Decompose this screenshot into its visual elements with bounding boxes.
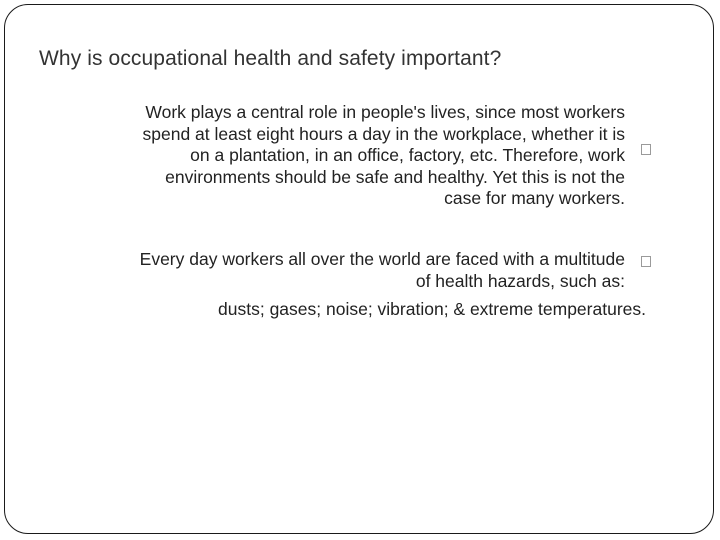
- paragraph-line: on a plantation, in an office, factory, etc. Therefore, work: [190, 145, 625, 165]
- paragraph-line: case for many workers.: [444, 188, 625, 208]
- paragraph-line: Work plays a central role in people's lives, since most workers: [145, 102, 625, 122]
- hazards-list: dusts; gases; noise; vibration; & extreme temperatures.: [218, 299, 646, 319]
- square-bullet-icon: [641, 144, 651, 155]
- paragraph-work-role: [143, 102, 626, 210]
- paragraph-line: environments should be safe and healthy. Yet this is not the: [165, 166, 625, 187]
- slide-title: Why is occupational health and safety important?: [39, 47, 502, 70]
- paragraph-line: of health hazards, such as:: [415, 270, 625, 291]
- slide: [4, 4, 714, 534]
- paragraph-line: Every day workers all over the world are faced with a multitude: [139, 249, 625, 269]
- paragraph-health-hazards: [140, 249, 625, 292]
- square-bullet-icon: [641, 256, 651, 267]
- paragraph-line: spend at least eight hours a day in the workplace, whether it is: [142, 123, 625, 144]
